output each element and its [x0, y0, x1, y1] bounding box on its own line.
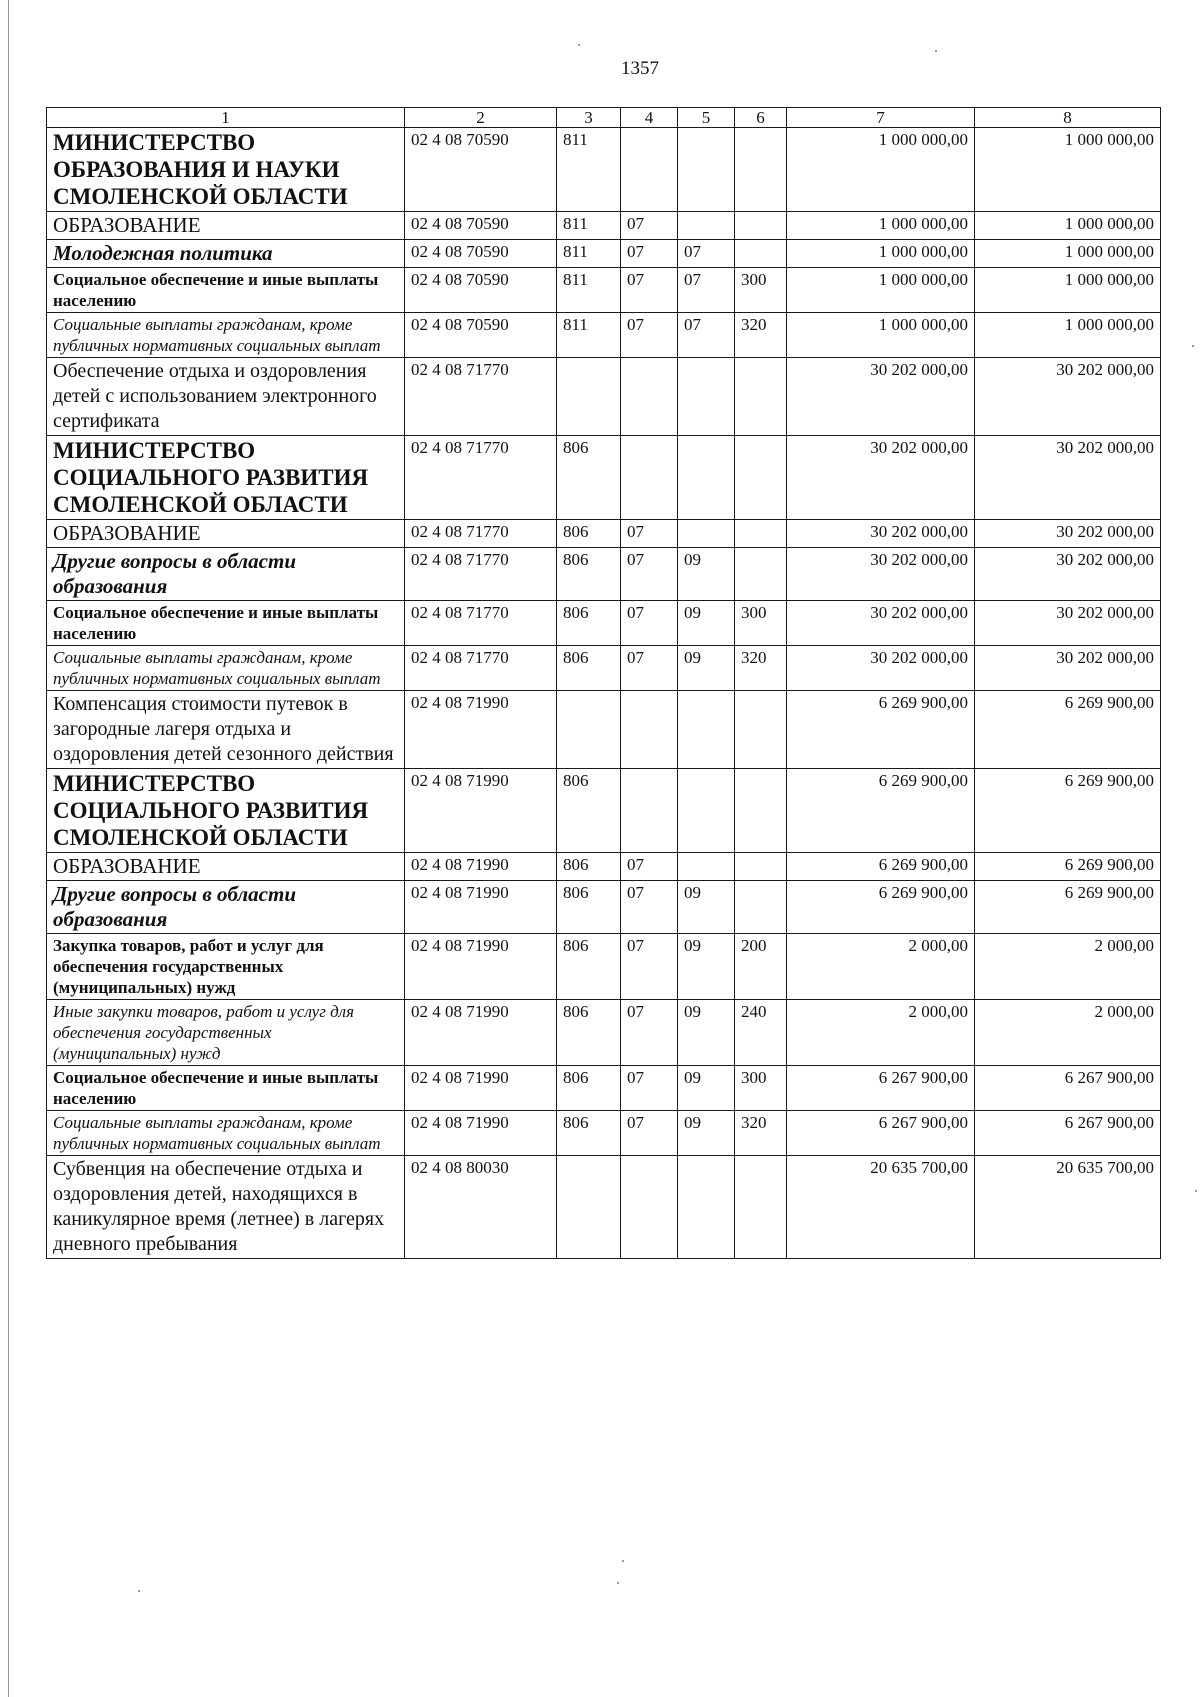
expense-type-code-cell: 320 — [735, 1111, 787, 1156]
amount-year1-cell: 30 202 000,00 — [787, 548, 975, 601]
subsection-code-cell — [678, 520, 735, 548]
scan-speck — [1195, 1190, 1197, 1192]
amount-year2-cell: 2 000,00 — [975, 934, 1161, 1000]
expense-type-code-cell: 320 — [735, 646, 787, 691]
section-code-cell — [621, 1156, 678, 1259]
expense-name-cell: МИНИСТЕРСТВО СОЦИАЛЬНОГО РАЗВИТИЯ СМОЛЕНСКОЙ ОБЛАСТИ — [47, 769, 405, 853]
scan-speck — [1192, 345, 1194, 347]
expense-name-cell: Обеспечение отдыха и оздоровления детей с использованием электронного сертификата — [47, 358, 405, 436]
department-code-cell — [557, 1156, 621, 1259]
amount-year2-cell: 30 202 000,00 — [975, 548, 1161, 601]
column-header-row — [47, 108, 1161, 128]
amount-year1-cell: 6 267 900,00 — [787, 1111, 975, 1156]
column-header: 2 — [405, 108, 557, 128]
department-code-cell — [557, 358, 621, 436]
amount-year2-cell: 1 000 000,00 — [975, 240, 1161, 268]
department-code-cell: 806 — [557, 1000, 621, 1066]
table-row — [47, 1111, 1161, 1156]
expense-type-code-cell: 300 — [735, 268, 787, 313]
subsection-code-cell — [678, 358, 735, 436]
expense-type-code-cell — [735, 548, 787, 601]
table-row — [47, 436, 1161, 520]
amount-year2-cell: 6 267 900,00 — [975, 1111, 1161, 1156]
section-code-cell: 07 — [621, 881, 678, 934]
department-code-cell: 811 — [557, 128, 621, 212]
amount-year2-cell: 20 635 700,00 — [975, 1156, 1161, 1259]
target-article-code-cell: 02 4 08 71990 — [405, 853, 557, 881]
expense-name-cell: Социальное обеспечение и иные выплаты населению — [47, 601, 405, 646]
target-article-code-cell: 02 4 08 71770 — [405, 548, 557, 601]
target-article-code-cell: 02 4 08 71770 — [405, 520, 557, 548]
subsection-code-cell — [678, 769, 735, 853]
subsection-code-cell: 09 — [678, 1066, 735, 1111]
section-code-cell — [621, 691, 678, 769]
section-code-cell — [621, 769, 678, 853]
table-row — [47, 548, 1161, 601]
section-code-cell: 07 — [621, 853, 678, 881]
target-article-code-cell: 02 4 08 70590 — [405, 268, 557, 313]
amount-year1-cell: 30 202 000,00 — [787, 358, 975, 436]
amount-year2-cell: 30 202 000,00 — [975, 646, 1161, 691]
amount-year2-cell: 6 269 900,00 — [975, 881, 1161, 934]
budget-table — [46, 107, 1161, 1259]
column-header: 5 — [678, 108, 735, 128]
expense-name-cell: Иные закупки товаров, работ и услуг для обеспечения государственных (муниципальных) нужд — [47, 1000, 405, 1066]
section-code-cell: 07 — [621, 646, 678, 691]
amount-year2-cell: 2 000,00 — [975, 1000, 1161, 1066]
expense-name-cell: Другие вопросы в области образования — [47, 548, 405, 601]
department-code-cell: 806 — [557, 769, 621, 853]
table-row — [47, 934, 1161, 1000]
target-article-code-cell: 02 4 08 71770 — [405, 358, 557, 436]
section-code-cell: 07 — [621, 548, 678, 601]
table-row — [47, 1066, 1161, 1111]
scan-speck — [622, 1560, 624, 1562]
subsection-code-cell — [678, 691, 735, 769]
amount-year2-cell: 6 269 900,00 — [975, 691, 1161, 769]
department-code-cell: 811 — [557, 240, 621, 268]
expense-name-cell: ОБРАЗОВАНИЕ — [47, 212, 405, 240]
table-row — [47, 313, 1161, 358]
target-article-code-cell: 02 4 08 71770 — [405, 646, 557, 691]
subsection-code-cell — [678, 128, 735, 212]
department-code-cell: 806 — [557, 548, 621, 601]
section-code-cell: 07 — [621, 240, 678, 268]
subsection-code-cell — [678, 1156, 735, 1259]
section-code-cell — [621, 358, 678, 436]
subsection-code-cell: 07 — [678, 313, 735, 358]
amount-year1-cell: 20 635 700,00 — [787, 1156, 975, 1259]
expense-type-code-cell — [735, 520, 787, 548]
expense-name-cell: Социальные выплаты гражданам, кроме публичных нормативных социальных выплат — [47, 313, 405, 358]
expense-name-cell: Другие вопросы в области образования — [47, 881, 405, 934]
expense-type-code-cell: 240 — [735, 1000, 787, 1066]
section-code-cell: 07 — [621, 268, 678, 313]
amount-year1-cell: 1 000 000,00 — [787, 313, 975, 358]
subsection-code-cell: 09 — [678, 881, 735, 934]
department-code-cell: 806 — [557, 436, 621, 520]
section-code-cell: 07 — [621, 601, 678, 646]
amount-year1-cell: 6 269 900,00 — [787, 691, 975, 769]
subsection-code-cell: 09 — [678, 934, 735, 1000]
amount-year1-cell: 30 202 000,00 — [787, 646, 975, 691]
department-code-cell: 806 — [557, 520, 621, 548]
target-article-code-cell: 02 4 08 71770 — [405, 436, 557, 520]
target-article-code-cell: 02 4 08 71990 — [405, 1066, 557, 1111]
expense-name-cell: Компенсация стоимости путевок в загородные лагеря отдыха и оздоровления детей сезонного действия — [47, 691, 405, 769]
expense-name-cell: ОБРАЗОВАНИЕ — [47, 520, 405, 548]
amount-year2-cell: 1 000 000,00 — [975, 313, 1161, 358]
section-code-cell: 07 — [621, 1000, 678, 1066]
amount-year2-cell: 6 269 900,00 — [975, 769, 1161, 853]
target-article-code-cell: 02 4 08 71990 — [405, 881, 557, 934]
column-header: 6 — [735, 108, 787, 128]
subsection-code-cell — [678, 212, 735, 240]
table-row — [47, 240, 1161, 268]
expense-type-code-cell: 300 — [735, 1066, 787, 1111]
amount-year2-cell: 1 000 000,00 — [975, 212, 1161, 240]
expense-name-cell: Закупка товаров, работ и услуг для обеспечения государственных (муниципальных) нужд — [47, 934, 405, 1000]
expense-type-code-cell — [735, 212, 787, 240]
amount-year2-cell: 30 202 000,00 — [975, 358, 1161, 436]
subsection-code-cell: 07 — [678, 268, 735, 313]
page-number: 1357 — [621, 58, 659, 79]
amount-year1-cell: 6 269 900,00 — [787, 853, 975, 881]
department-code-cell: 811 — [557, 212, 621, 240]
column-header: 8 — [975, 108, 1161, 128]
expense-type-code-cell: 320 — [735, 313, 787, 358]
amount-year2-cell: 1 000 000,00 — [975, 128, 1161, 212]
expense-type-code-cell: 300 — [735, 601, 787, 646]
scan-speck — [617, 1582, 619, 1584]
table-row — [47, 601, 1161, 646]
subsection-code-cell: 07 — [678, 240, 735, 268]
scan-speck — [935, 50, 937, 52]
expense-type-code-cell — [735, 358, 787, 436]
section-code-cell: 07 — [621, 1111, 678, 1156]
expense-type-code-cell: 200 — [735, 934, 787, 1000]
table-row — [47, 1000, 1161, 1066]
section-code-cell: 07 — [621, 520, 678, 548]
subsection-code-cell: 09 — [678, 548, 735, 601]
table-row — [47, 268, 1161, 313]
department-code-cell: 806 — [557, 1111, 621, 1156]
table-row — [47, 769, 1161, 853]
table-row — [47, 646, 1161, 691]
amount-year1-cell: 1 000 000,00 — [787, 268, 975, 313]
subsection-code-cell: 09 — [678, 646, 735, 691]
scan-edge-line — [8, 0, 9, 1697]
expense-type-code-cell — [735, 1156, 787, 1259]
amount-year2-cell: 30 202 000,00 — [975, 601, 1161, 646]
department-code-cell: 806 — [557, 934, 621, 1000]
expense-name-cell: Социальные выплаты гражданам, кроме публичных нормативных социальных выплат — [47, 646, 405, 691]
table-row — [47, 1156, 1161, 1259]
amount-year1-cell: 6 267 900,00 — [787, 1066, 975, 1111]
expense-name-cell: Молодежная политика — [47, 240, 405, 268]
expense-type-code-cell — [735, 691, 787, 769]
target-article-code-cell: 02 4 08 71770 — [405, 601, 557, 646]
table-row — [47, 358, 1161, 436]
target-article-code-cell: 02 4 08 70590 — [405, 128, 557, 212]
subsection-code-cell: 09 — [678, 1000, 735, 1066]
amount-year1-cell: 6 269 900,00 — [787, 881, 975, 934]
section-code-cell: 07 — [621, 313, 678, 358]
amount-year2-cell: 30 202 000,00 — [975, 520, 1161, 548]
expense-type-code-cell — [735, 769, 787, 853]
section-code-cell: 07 — [621, 1066, 678, 1111]
expense-type-code-cell — [735, 436, 787, 520]
expense-name-cell: Социальное обеспечение и иные выплаты населению — [47, 1066, 405, 1111]
amount-year1-cell: 30 202 000,00 — [787, 601, 975, 646]
amount-year1-cell: 30 202 000,00 — [787, 520, 975, 548]
target-article-code-cell: 02 4 08 80030 — [405, 1156, 557, 1259]
section-code-cell: 07 — [621, 934, 678, 1000]
target-article-code-cell: 02 4 08 70590 — [405, 240, 557, 268]
expense-type-code-cell — [735, 128, 787, 212]
target-article-code-cell: 02 4 08 71990 — [405, 1111, 557, 1156]
table-row — [47, 881, 1161, 934]
table-row — [47, 691, 1161, 769]
expense-type-code-cell — [735, 853, 787, 881]
subsection-code-cell — [678, 853, 735, 881]
column-header: 1 — [47, 108, 405, 128]
target-article-code-cell: 02 4 08 70590 — [405, 212, 557, 240]
column-header: 3 — [557, 108, 621, 128]
department-code-cell: 806 — [557, 646, 621, 691]
table-row — [47, 520, 1161, 548]
expense-name-cell: Социальные выплаты гражданам, кроме публичных нормативных социальных выплат — [47, 1111, 405, 1156]
scan-speck — [138, 1590, 140, 1592]
subsection-code-cell — [678, 436, 735, 520]
target-article-code-cell: 02 4 08 70590 — [405, 313, 557, 358]
column-header: 7 — [787, 108, 975, 128]
target-article-code-cell: 02 4 08 71990 — [405, 769, 557, 853]
amount-year2-cell: 30 202 000,00 — [975, 436, 1161, 520]
target-article-code-cell: 02 4 08 71990 — [405, 1000, 557, 1066]
subsection-code-cell: 09 — [678, 601, 735, 646]
section-code-cell — [621, 436, 678, 520]
amount-year1-cell: 6 269 900,00 — [787, 769, 975, 853]
department-code-cell: 811 — [557, 313, 621, 358]
amount-year1-cell: 2 000,00 — [787, 1000, 975, 1066]
amount-year2-cell: 1 000 000,00 — [975, 268, 1161, 313]
department-code-cell: 806 — [557, 881, 621, 934]
amount-year2-cell: 6 269 900,00 — [975, 853, 1161, 881]
amount-year1-cell: 30 202 000,00 — [787, 436, 975, 520]
table-row — [47, 212, 1161, 240]
column-header: 4 — [621, 108, 678, 128]
scan-speck — [578, 44, 580, 46]
amount-year1-cell: 2 000,00 — [787, 934, 975, 1000]
expense-type-code-cell — [735, 881, 787, 934]
expense-type-code-cell — [735, 240, 787, 268]
table-row — [47, 128, 1161, 212]
section-code-cell — [621, 128, 678, 212]
expense-name-cell: Субвенция на обеспечение отдыха и оздоровления детей, находящихся в каникулярное время (летнее) в лагерях дневного пребывания — [47, 1156, 405, 1259]
amount-year1-cell: 1 000 000,00 — [787, 212, 975, 240]
subsection-code-cell: 09 — [678, 1111, 735, 1156]
expense-name-cell: ОБРАЗОВАНИЕ — [47, 853, 405, 881]
target-article-code-cell: 02 4 08 71990 — [405, 934, 557, 1000]
department-code-cell — [557, 691, 621, 769]
expense-name-cell: МИНИСТЕРСТВО ОБРАЗОВАНИЯ И НАУКИ СМОЛЕНСКОЙ ОБЛАСТИ — [47, 128, 405, 212]
expense-name-cell: МИНИСТЕРСТВО СОЦИАЛЬНОГО РАЗВИТИЯ СМОЛЕНСКОЙ ОБЛАСТИ — [47, 436, 405, 520]
department-code-cell: 811 — [557, 268, 621, 313]
department-code-cell: 806 — [557, 601, 621, 646]
department-code-cell: 806 — [557, 1066, 621, 1111]
expense-name-cell: Социальное обеспечение и иные выплаты населению — [47, 268, 405, 313]
amount-year1-cell: 1 000 000,00 — [787, 128, 975, 212]
amount-year2-cell: 6 267 900,00 — [975, 1066, 1161, 1111]
department-code-cell: 806 — [557, 853, 621, 881]
target-article-code-cell: 02 4 08 71990 — [405, 691, 557, 769]
table-row — [47, 853, 1161, 881]
amount-year1-cell: 1 000 000,00 — [787, 240, 975, 268]
section-code-cell: 07 — [621, 212, 678, 240]
